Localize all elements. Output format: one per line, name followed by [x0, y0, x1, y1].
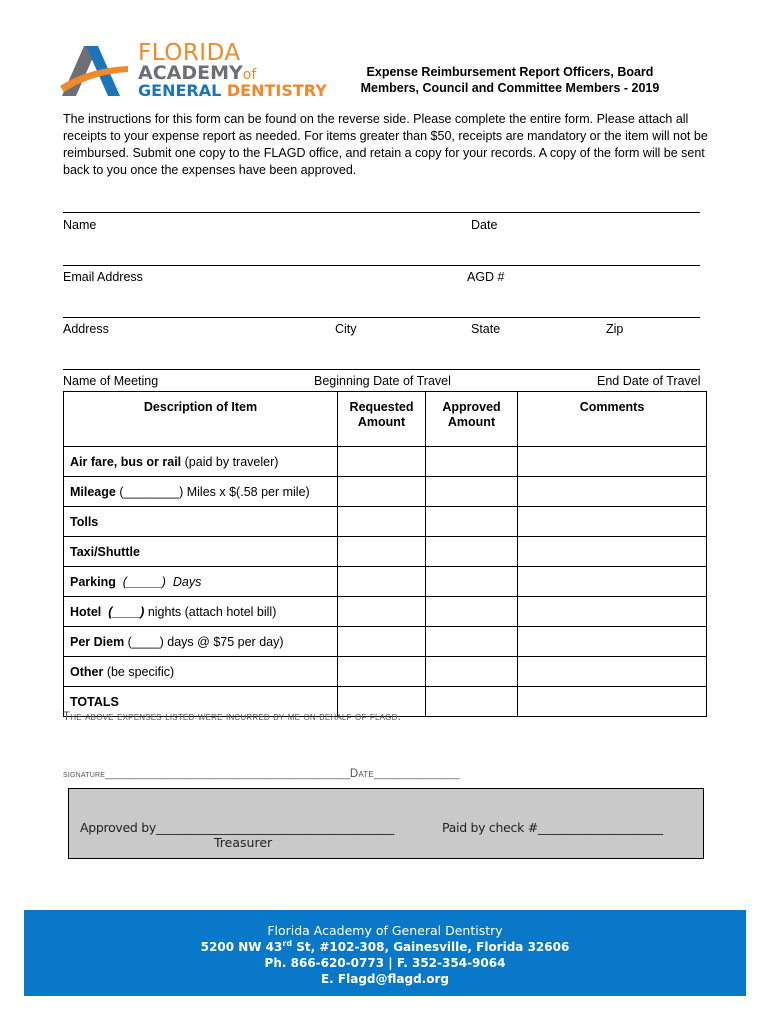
logo-florida: FLORIDA — [138, 40, 241, 66]
footer-address: 5200 NW 43rd St, #102-308, Gainesville, Florida 32606 — [200, 939, 570, 954]
end-travel-label: End Date of Travel — [597, 374, 701, 388]
row-parking: Parking (_____) Days — [64, 567, 338, 597]
footer-email[interactable]: E. Flagd@flagd.org — [320, 972, 449, 986]
email-label: Email Address — [63, 270, 143, 284]
approved-cell[interactable] — [426, 657, 518, 687]
email-line[interactable] — [63, 265, 700, 266]
city-label: City — [335, 322, 357, 336]
meeting-label: Name of Meeting — [63, 374, 159, 388]
flagd-logo-icon — [58, 42, 130, 100]
header-description: Description of Item — [64, 392, 338, 447]
table-row — [64, 447, 707, 477]
expense-table — [63, 391, 707, 717]
approved-total-cell[interactable] — [426, 687, 518, 717]
table-row — [64, 597, 707, 627]
treasurer-label: Treasurer — [214, 835, 273, 850]
comments-cell[interactable] — [518, 537, 707, 567]
comments-cell[interactable] — [518, 477, 707, 507]
row-per-diem: Per Diem (____) days @ $75 per day) — [64, 627, 338, 657]
meeting-line[interactable] — [63, 369, 700, 370]
signature-label: signature — [63, 769, 106, 780]
approved-by-field[interactable]: Approved by________________________________________ — [80, 820, 394, 835]
table-row — [64, 537, 707, 567]
requested-cell[interactable] — [338, 657, 426, 687]
footer-org: Florida Academy of General Dentistry — [267, 923, 503, 938]
table-row — [64, 477, 707, 507]
logo-academy: ACADEMYof — [138, 62, 257, 84]
signature-line[interactable]: ________________________________________ — [105, 768, 350, 780]
instructions-paragraph: The instructions for this form can be found on the reverse side. Please complete the entire form. Please attach all receipts to your expense report as needed. For items greater than $50, receipts are mandatory or the item will not be reimbursed. Submit one copy to the FLAGD office, and retain a copy for your records. A copy of the form will be sent back to you once the expenses have been approved. — [63, 112, 708, 177]
comments-cell[interactable] — [518, 597, 707, 627]
zip-label: Zip — [606, 322, 624, 336]
comments-cell[interactable] — [518, 567, 707, 597]
header-approved: Approved Amount — [426, 392, 518, 447]
footer-banner — [24, 910, 746, 996]
certification-statement: The above expenses listed were incurred by me on behalf of flagd. — [63, 711, 401, 723]
requested-cell[interactable] — [338, 477, 426, 507]
form-title: Expense Reimbursement Report Officers, Board Members, Council and Committee Members - 2019 — [360, 65, 660, 95]
comments-cell[interactable] — [518, 687, 707, 717]
approved-cell[interactable] — [426, 447, 518, 477]
requested-cell[interactable] — [338, 447, 426, 477]
approved-cell[interactable] — [426, 567, 518, 597]
table-header-row — [64, 392, 707, 447]
row-hotel: Hotel (____) nights (attach hotel bill) — [64, 597, 338, 627]
approved-cell[interactable] — [426, 507, 518, 537]
requested-cell[interactable] — [338, 627, 426, 657]
row-airfare: Air fare, bus or rail (paid by traveler) — [64, 447, 338, 477]
requested-cell[interactable] — [338, 537, 426, 567]
row-tolls: Tolls — [64, 507, 338, 537]
row-other: Other (be specific) — [64, 657, 338, 687]
begin-travel-label: Beginning Date of Travel — [314, 374, 451, 388]
address-line[interactable] — [63, 317, 700, 318]
approved-cell[interactable] — [426, 477, 518, 507]
signature-area — [63, 768, 460, 780]
approved-cell[interactable] — [426, 597, 518, 627]
comments-cell[interactable] — [518, 447, 707, 477]
address-label: Address — [63, 322, 109, 336]
header-comments: Comments — [518, 392, 707, 447]
comments-cell[interactable] — [518, 627, 707, 657]
name-label: Name — [63, 218, 97, 232]
state-label: State — [471, 322, 501, 336]
footer-phone: Ph. 866-620-0773 | F. 352-354-9064 — [264, 956, 506, 970]
table-row — [64, 627, 707, 657]
approved-cell[interactable] — [426, 537, 518, 567]
signature-date-label: Date — [349, 768, 374, 780]
logo-general-dentistry: GENERAL DENTISTRY — [138, 81, 327, 100]
comments-cell[interactable] — [518, 657, 707, 687]
name-line[interactable] — [63, 212, 700, 213]
requested-cell[interactable] — [338, 597, 426, 627]
approved-cell[interactable] — [426, 627, 518, 657]
paid-by-check-field[interactable]: Paid by check #_____________________ — [442, 820, 663, 835]
row-taxi: Taxi/Shuttle — [64, 537, 338, 567]
row-totals: TOTALS — [64, 687, 338, 717]
requested-cell[interactable] — [338, 507, 426, 537]
row-mileage: Mileage (________) Miles x $(.58 per mile) — [64, 477, 338, 507]
table-row — [64, 567, 707, 597]
date-label: Date — [471, 218, 498, 232]
requested-cell[interactable] — [338, 567, 426, 597]
signature-date-line[interactable]: ______________ — [373, 768, 460, 780]
agd-label: AGD # — [467, 270, 505, 284]
header-requested: Requested Amount — [338, 392, 426, 447]
comments-cell[interactable] — [518, 507, 707, 537]
table-row — [64, 657, 707, 687]
table-row — [64, 507, 707, 537]
